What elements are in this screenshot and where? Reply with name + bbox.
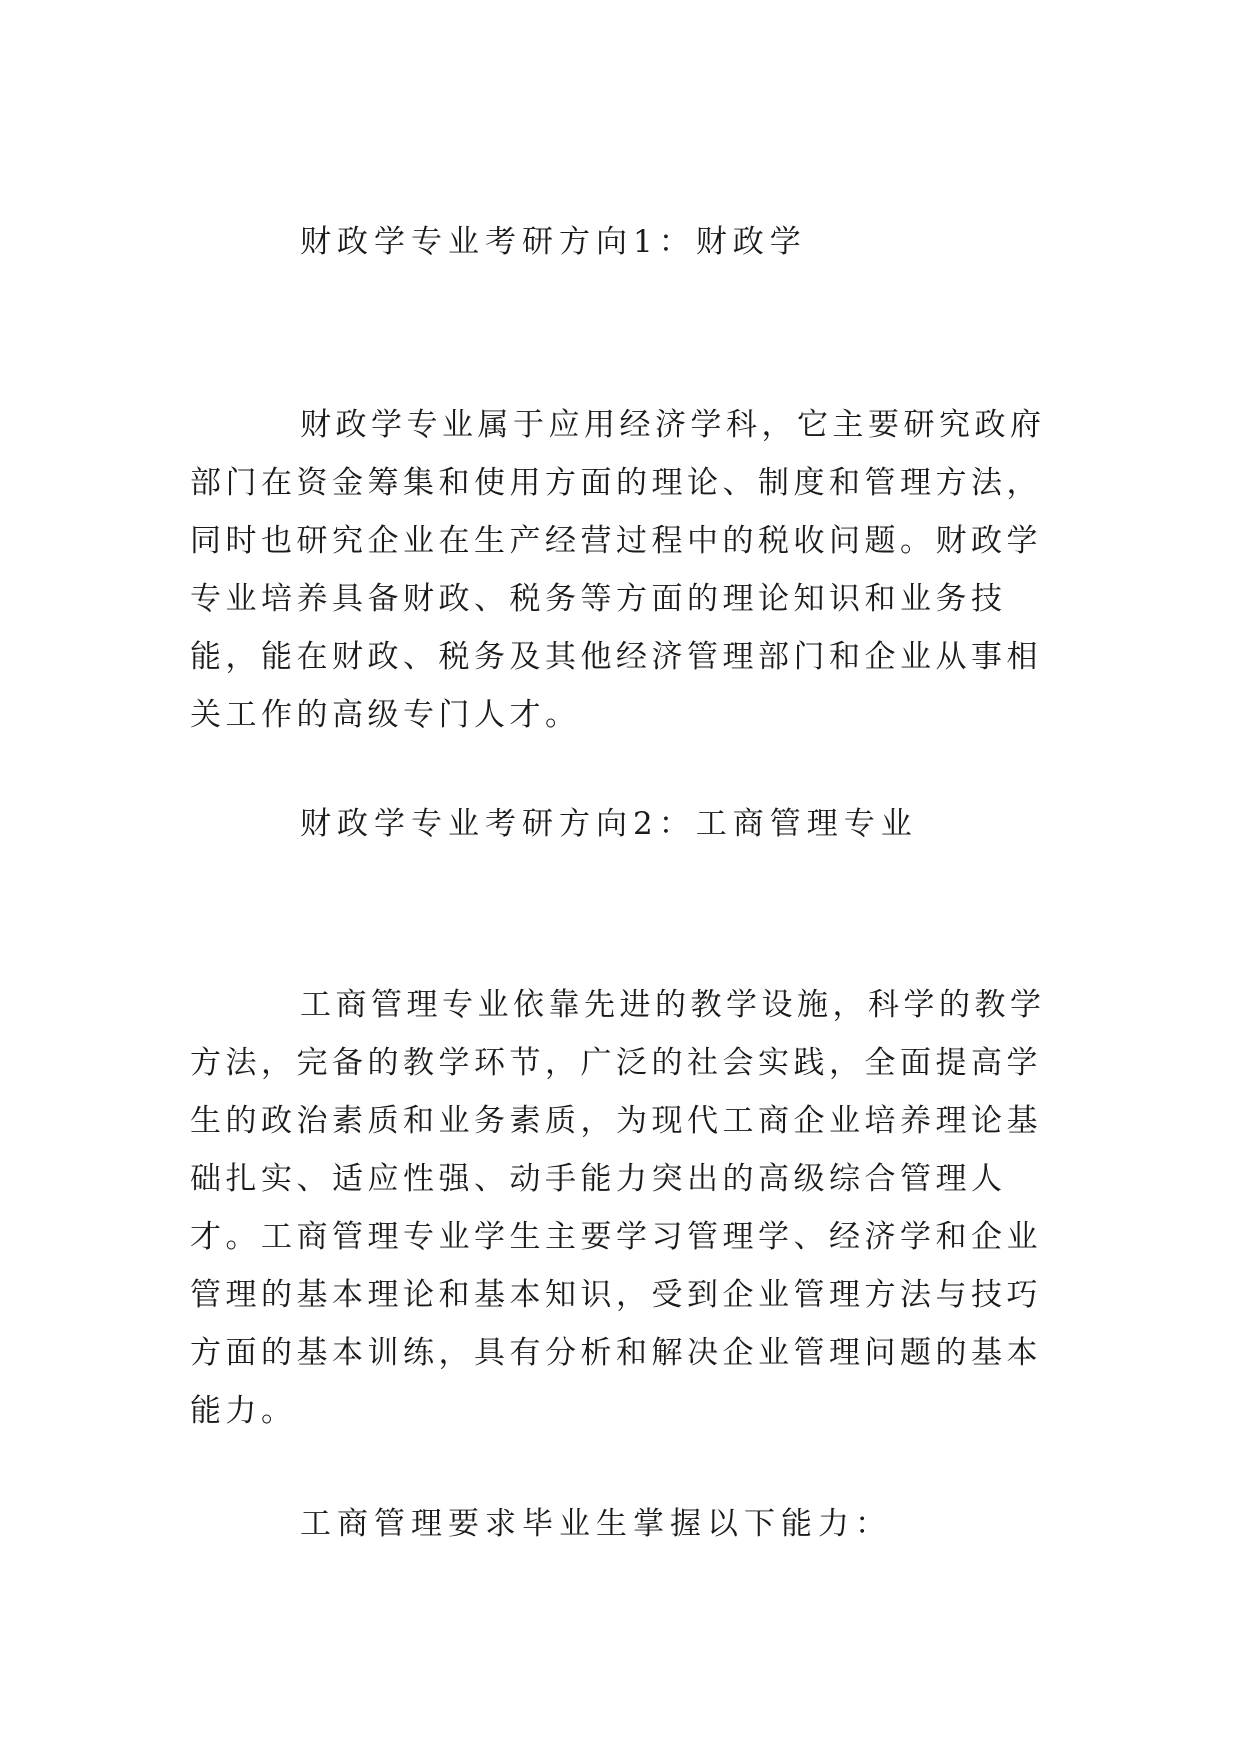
section-heading-3: 工商管理要求毕业生掌握以下能力： xyxy=(300,1506,892,1542)
paragraph-business-admin: 工商管理专业依靠先进的教学设施，科学的教学方法，完备的教学环节，广泛的社会实践，全面提高学生的政治素质和业务素质，为现代工商企业培养理论基础扎实、适应性强、动手能力突出的高级综合管理人才。工商管理专业学生主要学习管理学、经济学和企业管理的基本理论和基本知识，受到企业管理方法与技巧方面的基本训练，具有分析和解决企业管理问题的基本能力。 xyxy=(190,987,1046,1429)
section-heading-1: 财政学专业考研方向1：财政学 xyxy=(300,224,807,260)
paragraph-finance: 财政学专业属于应用经济学科，它主要研究政府部门在资金筹集和使用方面的理论、制度和管理方法，同时也研究企业在生产经营过程中的税收问题。财政学专业培养具备财政、税务等方面的理论知识和业务技能，能在财政、税务及其他经济管理部门和企业从事相关工作的高级专门人才。 xyxy=(190,407,1046,733)
section-heading-2: 财政学专业考研方向2：工商管理专业 xyxy=(300,806,918,842)
